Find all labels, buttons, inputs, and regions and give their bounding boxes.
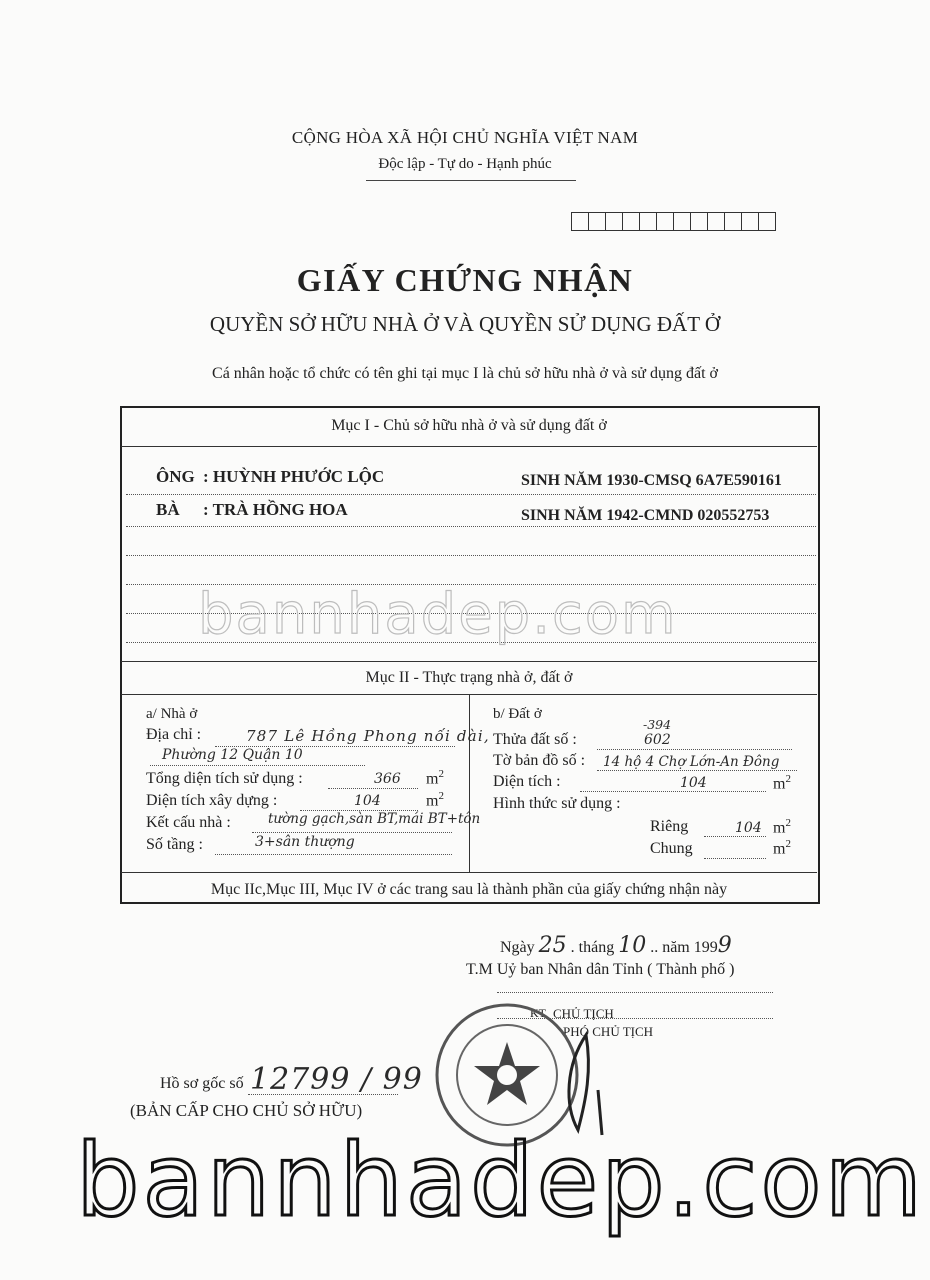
issuing-authority: T.M Uỷ ban Nhân dân Tỉnh ( Thành phố ) <box>466 961 735 978</box>
owner2-info: SINH NĂM 1942-CMND 020552753 <box>521 507 770 524</box>
shared-unit: $m^2$ <box>773 838 791 858</box>
owner1-name: : HUỲNH PHƯỚC LỘC <box>203 467 385 486</box>
section2-heading: Mục II - Thực trạng nhà ở, đất ở <box>365 669 573 686</box>
address-value: 787 Lê Hồng Phong nối dài, <box>246 727 490 745</box>
plot-value: 602 <box>644 732 671 748</box>
total-area-unit: $m^2$ <box>426 768 444 788</box>
build-area-unit: $m^2$ <box>426 790 444 810</box>
owner-copy-note: (BẢN CẤP CHO CHỦ SỞ HỮU) <box>130 1101 363 1120</box>
private-unit: $m^2$ <box>773 817 791 837</box>
floors-label: Số tầng : <box>146 836 203 853</box>
section1-divider <box>121 446 817 447</box>
total-area-label: Tổng diện tích sử dụng : <box>146 770 303 787</box>
total-area-value: 366 <box>374 771 401 787</box>
original-file-label: Hồ sơ gốc số <box>160 1075 244 1092</box>
section2-footer-note: Mục IIc,Mục III, Mục IV ở các trang sau là thành phần của giấy chứng nhận này <box>210 881 728 898</box>
private-label: Riêng <box>650 818 689 835</box>
map-sheet-label: Tờ bản đồ số : <box>493 752 586 769</box>
certificate-subtitle: QUYỀN SỞ HỮU NHÀ Ở VÀ QUYỀN SỬ DỤNG ĐẤT Ở <box>209 312 721 336</box>
chair-prefix: KT. <box>530 1006 549 1020</box>
house-label: a/ Nhà ở <box>146 706 198 722</box>
land-area-value: 104 <box>680 775 707 791</box>
land-area-unit: $m^2$ <box>773 773 791 793</box>
section2-top-divider <box>121 661 817 662</box>
build-area-label: Diện tích xây dựng : <box>146 792 278 809</box>
structure-label: Kết cấu nhà : <box>146 814 231 831</box>
owner1-info: SINH NĂM 1930-CMSQ 6A7E590161 <box>521 472 782 489</box>
map-sheet-value: 14 hộ 4 Chợ Lớn-An Đông <box>603 754 780 770</box>
national-motto: Độc lập - Tự do - Hạnh phúc <box>378 156 552 172</box>
serial-number-boxes <box>571 212 775 236</box>
vice-chair-title: PHÓ CHỦ TỊCH <box>563 1024 654 1039</box>
land-area-label: Diện tích : <box>493 773 561 790</box>
plot-extra-value: -394 <box>643 717 672 732</box>
land-label: b/ Đất ở <box>493 706 542 722</box>
plot-label: Thửa đất số : <box>493 731 577 748</box>
structure-value: tường gạch,sàn BT,mái BT+tôn <box>268 811 481 827</box>
motto-underline <box>366 180 576 181</box>
floors-value: 3+sân thượng <box>255 834 355 850</box>
private-value: 104 <box>735 820 762 836</box>
address-label: Địa chỉ : <box>146 726 202 743</box>
address-value-line2: Phường 12 Quận 10 <box>162 747 303 763</box>
chair-title: CHỦ TỊCH <box>553 1006 614 1021</box>
certificate-title: GIẤY CHỨNG NHẬN <box>296 262 634 298</box>
owner2-name: : TRÀ HỒNG HOA <box>203 500 348 519</box>
section2-bottom-divider <box>121 872 817 873</box>
signing-date: Ngày 25 . tháng 10 .. năm 1999 <box>500 933 732 958</box>
owner2-title: BÀ <box>156 500 180 519</box>
usage-form-label: Hình thức sử dụng : <box>493 795 621 812</box>
shared-label: Chung <box>650 840 693 857</box>
country-name: CỘNG HÒA XÃ HỘI CHỦ NGHĨA VIỆT NAM <box>291 128 639 147</box>
watermark-middle: bannhadep.com <box>198 582 678 647</box>
certificate-intro: Cá nhân hoặc tổ chức có tên ghi tại mục I là chủ sở hữu nhà ở và sử dụng đất ở <box>212 365 718 382</box>
build-area-value: 104 <box>354 793 381 809</box>
owner1-title: ÔNG <box>156 467 195 486</box>
section1-heading: Mục I - Chủ sở hữu nhà ở và sử dụng đất ở <box>331 417 607 434</box>
original-file-value: 12799 / 99 <box>250 1062 423 1097</box>
watermark-bottom: bannhadep.com <box>76 1122 926 1239</box>
section2-column-divider <box>469 694 470 872</box>
